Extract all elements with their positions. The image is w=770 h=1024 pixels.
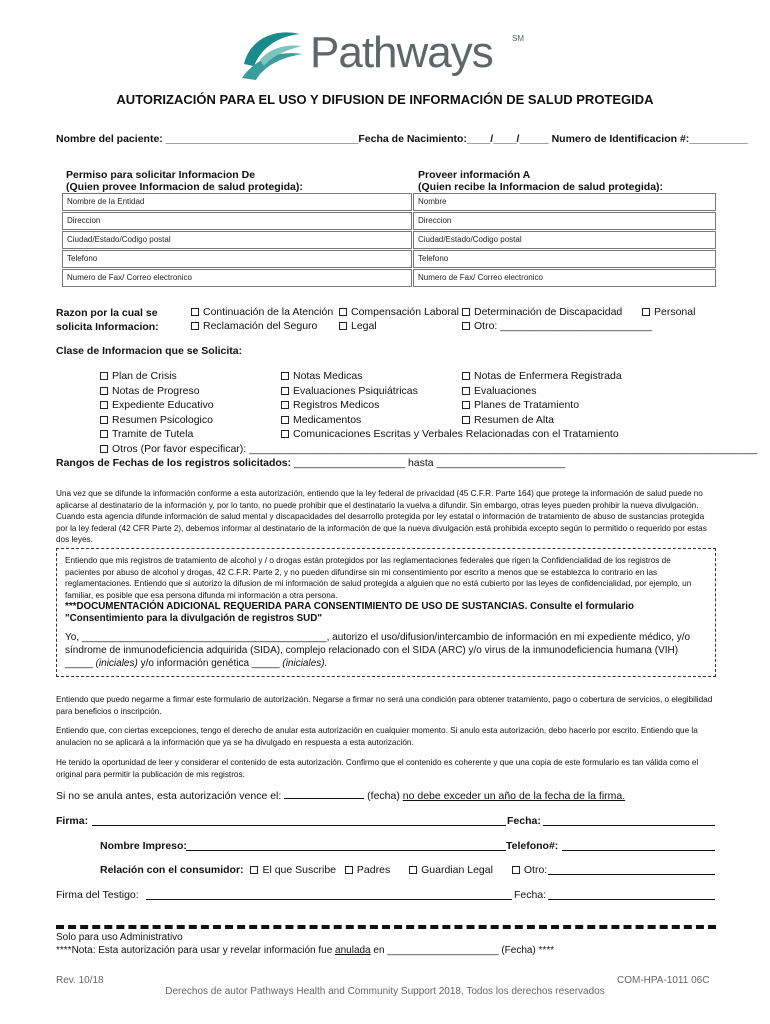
checkbox-icon[interactable] (462, 401, 470, 409)
read-paragraph: He tenido la oportunidad de leer y considerar el contenido de esta autorización. Confirmo que el contenido es coherente y que una copia de este formulario es tan válida como el original para permitir la publicación de mis registros. (56, 758, 699, 779)
checkbox-icon[interactable] (512, 866, 520, 874)
phone-label: Telefono#: (506, 840, 559, 852)
signature-line[interactable] (92, 825, 506, 826)
expiration-line[interactable]: Si no se anula antes, esta autorización vence el: (fecha) no debe exceder un año de la fecha de la firma. (56, 790, 626, 802)
signature-date-line[interactable] (543, 825, 715, 826)
checkbox-icon[interactable] (100, 401, 108, 409)
checkbox-icon[interactable] (281, 401, 289, 409)
info-guardianship[interactable]: Tramite de Tutela (100, 427, 757, 442)
from-fax-field[interactable]: Numero de Fax/ Correo electronico (62, 269, 412, 287)
reason-continuation[interactable]: Continuación de la Atención (191, 306, 333, 318)
checkbox-icon[interactable] (100, 445, 108, 453)
privacy-paragraph: Una vez que se difunde la información conforme a esta autorización, entiendo que la ley federal de privacidad (45 C.F.R. Parte 164) que protege la información de salud puede no aplicarse al destinatario de la información y, por lo tanto, no puede prohibir que el destinatario la vuelva a difundir. Sin embargo, otras leyes pueden prohibir la nueva divulgación. Cuando esta agencia difunde información de salud mental y discapacidades del desarrollo protegida por ley estatal o información de tratamiento de abuso de sustancias protegida por la ley federal (42 CFR Parte 2), debemos informar al destinatario de la información de que la nueva divulgación está prohibida excepto según lo permitido o requerido por estas dos leyes. (56, 489, 707, 544)
form-code: COM-HPA-1011 06C (617, 975, 710, 986)
admin-divider (56, 925, 716, 929)
reason-insurance[interactable]: Reclamación del Seguro (191, 320, 317, 332)
rel-parents[interactable]: Padres (339, 864, 390, 876)
checkbox-icon[interactable] (409, 866, 417, 874)
info-treatment-plans[interactable]: Planes de Tratamiento (462, 398, 622, 413)
from-fields (62, 193, 412, 287)
reason-personal[interactable]: Personal (642, 306, 695, 318)
witness-date-line[interactable] (548, 899, 715, 900)
checkbox-icon[interactable] (345, 866, 353, 874)
checkbox-icon[interactable] (281, 372, 289, 380)
info-other[interactable]: Otros (Por favor especificar): _______________________________________________________________________________________ (100, 442, 757, 457)
to-city-field[interactable]: Ciudad/Estado/Codigo postal (413, 231, 716, 249)
checkbox-icon[interactable] (462, 416, 470, 424)
witness-date-label: Fecha: (514, 889, 547, 901)
date-range-line[interactable]: Rangos de Fechas de los registros solicitados: ___________________ hasta ______________________ (56, 457, 566, 469)
from-city-field[interactable]: Ciudad/Estado/Codigo postal (62, 231, 412, 249)
info-evaluations[interactable]: Evaluaciones (462, 384, 622, 399)
to-address-field[interactable]: Direccion (413, 212, 716, 230)
info-nurse-notes[interactable]: Notas de Enfermera Registrada (462, 369, 622, 384)
checkbox-icon[interactable] (462, 322, 470, 330)
reason-label: Razon por la cual se solicita Informacion: (56, 307, 159, 333)
pathways-logo (240, 24, 540, 84)
checkbox-icon[interactable] (100, 416, 108, 424)
info-crisis-plan[interactable]: Plan de Crisis (100, 369, 757, 384)
reason-compensation[interactable]: Compensación Laboral (339, 306, 459, 318)
checkbox-icon[interactable] (462, 308, 470, 316)
checkbox-icon[interactable] (281, 416, 289, 424)
sud-paragraph: Entiendo que mis registros de tratamiento de alcohol y / o drogas están protegidos por las reglamentaciones federales que rigen la Confidencialidad de los registros de pacientes por abuso de alcohol y drogas, 42 C.F.R. Parte 2, y no pueden difundirse sin mi consentimiento por escrito a menos que se establezca lo contrario en las reglamentaciones. Entiendo que si autorizo la difusion de mi información de salud protegida a alguien que no está cubierto por las leyes de confidencialidad, por ejemplo, un familiar, es posible que esa persona difunda mi información a otra persona. (65, 556, 692, 600)
checkbox-icon[interactable] (191, 322, 199, 330)
logo-text: Pathways (310, 28, 493, 77)
info-class-label: Clase de Informacion que se Solicita: (56, 345, 243, 357)
signature-date-label: Fecha: (507, 815, 541, 827)
to-heading: Proveer información A (Quien recibe la Informacion de salud protegida): (418, 169, 664, 193)
witness-label: Firma del Testigo: (56, 889, 139, 901)
revision: Rev. 10/18 (56, 975, 104, 986)
info-discharge-summary[interactable]: Resumen de Alta (462, 413, 622, 428)
info-psych-summary[interactable]: Resumen Psicologico (100, 413, 757, 428)
from-heading: Permiso para solicitar Informacion De (Quien provee Informacion de salud protegida): (66, 169, 303, 193)
copyright: Derechos de autor Pathways Health and Community Support 2018, Todos los derechos reservados (165, 986, 605, 997)
printed-name-line[interactable] (186, 850, 506, 851)
info-medical-records[interactable]: Registros Medicos (281, 398, 619, 413)
from-address-field[interactable]: Direccion (62, 212, 412, 230)
info-medications[interactable]: Medicamentos (281, 413, 619, 428)
checkbox-icon[interactable] (281, 430, 289, 438)
revoke-paragraph: Entiendo que, con ciertas excepciones, tengo el derecho de anular esta autorización en cualquier momento. Si anulo esta autorización, debo hacerlo por escrito. Entiendo que la anulacion no se aplicará a la información que ya se ha divulgado en respuesta a esta autorización. (56, 726, 698, 747)
info-psych-evals[interactable]: Evaluaciones Psiquiátricas (281, 384, 619, 399)
reason-other[interactable]: Otro: __________________________ (462, 320, 652, 332)
checkbox-icon[interactable] (100, 372, 108, 380)
checkbox-icon[interactable] (100, 430, 108, 438)
from-entity-field[interactable]: Nombre de la Entidad (62, 193, 412, 211)
witness-line[interactable] (146, 899, 512, 900)
reason-disability[interactable]: Determinación de Discapacidad (462, 306, 622, 318)
rel-other-line[interactable] (548, 874, 715, 875)
checkbox-icon[interactable] (250, 866, 258, 874)
info-educational[interactable]: Expediente Educativo (100, 398, 757, 413)
rel-self[interactable]: El que Suscribe (246, 864, 336, 876)
to-phone-field[interactable]: Telefono (413, 250, 716, 268)
from-phone-field[interactable]: Telefono (62, 250, 412, 268)
checkbox-icon[interactable] (339, 308, 347, 316)
checkbox-icon[interactable] (642, 308, 650, 316)
checkbox-icon[interactable] (462, 387, 470, 395)
checkbox-icon[interactable] (100, 387, 108, 395)
rel-guardian[interactable]: Guardian Legal (393, 864, 493, 876)
relationship-row: Relación con el consumidor: El que Suscribe Padres Guardian Legal Otro: (100, 864, 548, 876)
to-fields (413, 193, 716, 287)
signature-label: Firma: (56, 815, 89, 827)
pathways-mark-icon (240, 24, 304, 82)
refuse-paragraph: Entiendo que puedo negarme a firmar este formulario de autorización. Negarse a firmar no será una condición para obtener tratamiento, pago o cobertura de servicios, o elegibilidad para beneficios o inscripción. (56, 695, 713, 716)
checkbox-icon[interactable] (191, 308, 199, 316)
admin-section: Solo para uso Administrativo ****Nota: Esta autorización para usar y revelar información fue anulada en ____________________ (Fecha) **** (56, 932, 555, 956)
reason-legal[interactable]: Legal (339, 320, 377, 332)
checkbox-icon[interactable] (339, 322, 347, 330)
checkbox-icon[interactable] (462, 372, 470, 380)
info-communications[interactable]: Comunicaciones Escritas y Verbales Relacionadas con el Tratamiento (281, 427, 619, 442)
logo-sm: SM (512, 34, 524, 43)
info-col-3 (462, 369, 622, 427)
to-name-field[interactable]: Nombre (413, 193, 716, 211)
sud-notice: ***DOCUMENTACIÓN ADICIONAL REQUERIDA PARA CONSENTIMIENTO DE USO DE SUSTANCIAS. Consulte el formulario "Consentimiento para la divulgación de registros SUD" (65, 601, 634, 624)
info-medical-notes[interactable]: Notas Medicas (281, 369, 619, 384)
rel-other[interactable]: Otro: (496, 864, 547, 876)
page-title: AUTORIZACIÓN PARA EL USO Y DIFUSION DE INFORMACIÓN DE SALUD PROTEGIDA (116, 92, 654, 107)
checkbox-icon[interactable] (281, 387, 289, 395)
phone-line[interactable] (562, 850, 715, 851)
patient-info-line[interactable]: Nombre del paciente: _________________________________Fecha de Nacimiento:____/____/_____ Numero de Identificacion #:__________ (56, 133, 748, 145)
to-fax-field[interactable]: Numero de Fax/ Correo electronico (413, 269, 716, 287)
printed-name-label: Nombre Impreso: (100, 840, 187, 852)
info-progress-notes[interactable]: Notas de Progreso (100, 384, 757, 399)
hiv-authorization[interactable]: Yo, ____________________________________________, autorizo el uso/difusion/intercambio de información en mi expediente médico, y/o síndrome de inmunodeficiencia adquirida (SIDA), complejo relacionado con el SIDA (ARC) y/o virus de la inmunodeficiencia humana (VIH) _____ (iniciales) y/o información genética _____ (iniciales). (65, 632, 691, 669)
sud-consent-box (56, 548, 716, 677)
